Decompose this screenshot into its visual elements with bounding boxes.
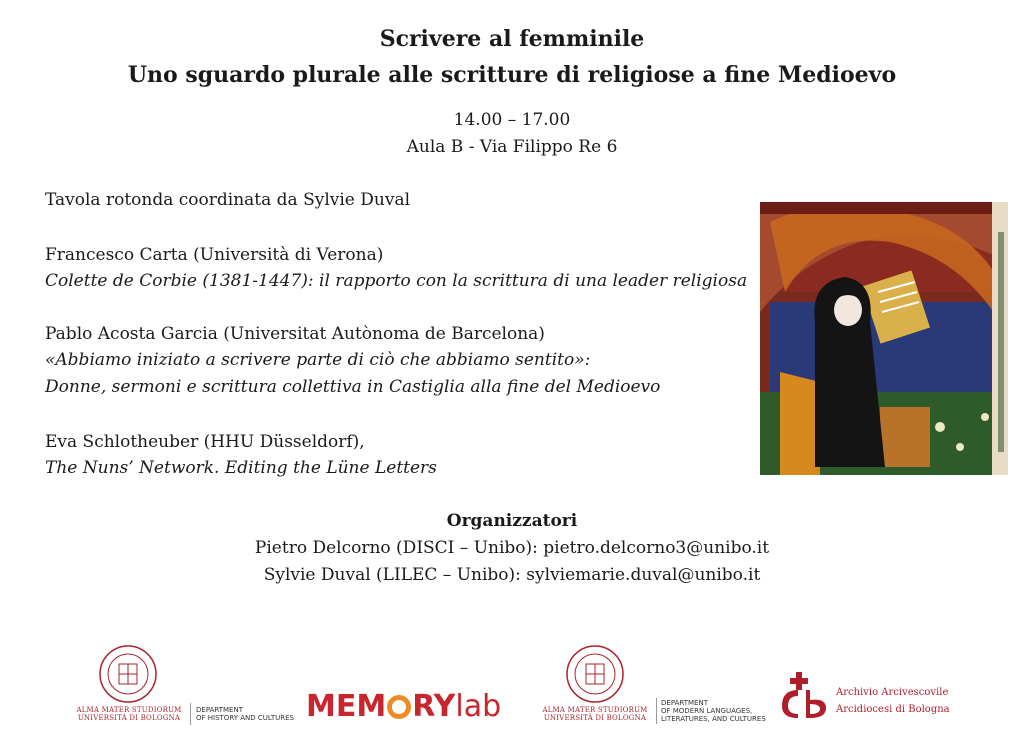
talk-title-1: Colette de Corbie (1381-1447): il rapporto con la scrittura di una leader religiosa: [45, 271, 748, 291]
dept-2-line2: OF MODERN LANGUAGES,: [661, 707, 753, 715]
dept-2-line1: DEPARTMENT: [661, 699, 708, 707]
event-subtitle: Uno sguardo plurale alle scritture di religiose a fine Medioevo: [127, 62, 897, 88]
archivio-logo: [776, 668, 832, 720]
archivio-line2: Arcidiocesi di Bologna: [836, 704, 950, 715]
unibo-seal-logo: [98, 644, 158, 704]
memorylab-part3: lab: [455, 689, 502, 724]
speaker-1: Francesco Carta (Università di Verona): [45, 245, 384, 265]
archivio-line1: Archivio Arcivescovile: [836, 687, 949, 698]
dept-1-line2: OF HISTORY AND CULTURES: [196, 714, 294, 722]
unibo-seal-logo-2: [565, 644, 625, 704]
memorylab-part2: RY: [412, 689, 456, 724]
divider-2: [656, 698, 657, 724]
speaker-2: Pablo Acosta Garcia (Universitat Autònoma de Barcelona): [45, 324, 545, 344]
talk-title-2b: Donne, sermoni e scrittura collettiva in Castiglia alla fine del Medioevo: [45, 377, 661, 397]
event-title: Scrivere al femminile: [379, 26, 645, 52]
event-time: 14.00 – 17.00: [453, 110, 571, 130]
organizer-line-2: Sylvie Duval (LILEC – Unibo): sylviemarie.duval@unibo.it: [263, 565, 761, 585]
talk-title-2a: «Abbiamo iniziato a scrivere parte di ciò che abbiamo sentito»:: [45, 350, 591, 370]
memorylab-logo: [306, 689, 501, 725]
unibo-2-line2: UNIVERSITÀ DI BOLOGNA: [543, 714, 647, 722]
talk-title-3: The Nuns’ Network. Editing the Lüne Letters: [45, 458, 437, 478]
memorylab-part1: MEM: [306, 689, 387, 724]
manuscript-miniature: [760, 202, 1008, 475]
speaker-3: Eva Schlotheuber (HHU Düsseldorf),: [45, 432, 365, 452]
intro-line: Tavola rotonda coordinata da Sylvie Duval: [45, 190, 411, 210]
dept-1-line1: DEPARTMENT: [196, 706, 243, 714]
event-place: Aula B - Via Filippo Re 6: [406, 137, 618, 157]
divider: [190, 703, 191, 725]
memorylab-o-icon: [387, 695, 411, 719]
organizers-heading: Organizzatori: [446, 511, 578, 531]
dept-2-line3: LITERATURES, AND CULTURES: [661, 715, 766, 723]
unibo-1-line1: ALMA MATER STUDIORUM: [76, 706, 182, 714]
unibo-1-line2: UNIVERSITÀ DI BOLOGNA: [77, 714, 181, 722]
unibo-2-line1: ALMA MATER STUDIORUM: [542, 706, 648, 714]
organizer-line-1: Pietro Delcorno (DISCI – Unibo): pietro.delcorno3@unibo.it: [254, 538, 770, 558]
